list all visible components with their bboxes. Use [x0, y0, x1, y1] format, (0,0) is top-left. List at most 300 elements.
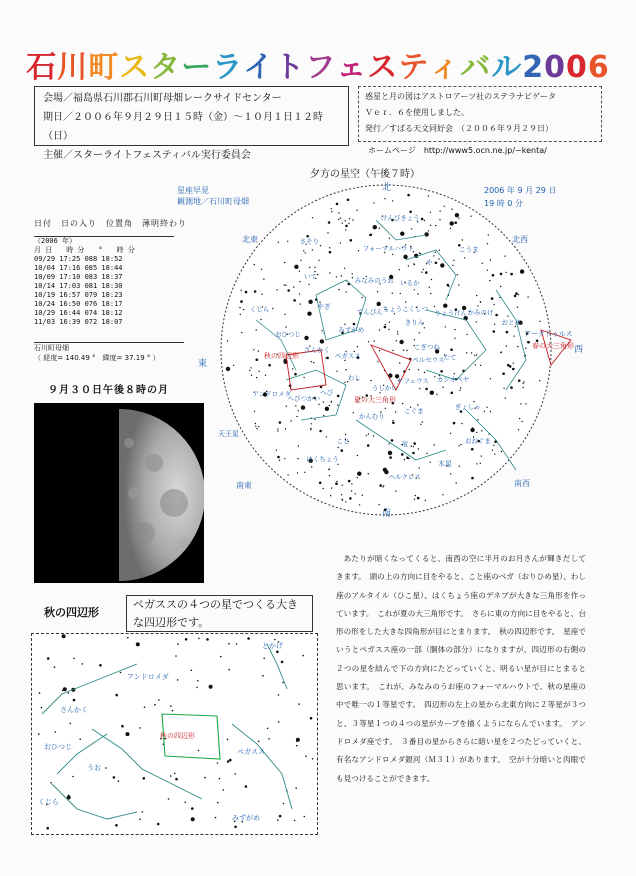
star: [296, 745, 298, 747]
star: [392, 422, 395, 425]
star: [401, 453, 404, 456]
star: [317, 274, 318, 275]
star: [424, 327, 425, 328]
constellation-label: みずがめ: [338, 326, 365, 335]
star: [220, 656, 222, 658]
homepage-link[interactable]: ホームページ http://www5.ocn.ne.jp/~kenta/: [368, 146, 547, 155]
sunset-table-header: 日付 日の入り 位置角 薄明終わり: [34, 219, 187, 228]
constellation-label: さんかく: [304, 346, 330, 355]
sunset-row: 09/29 17:25 088 18:52: [34, 255, 123, 263]
star: [236, 643, 238, 645]
constellation-label: いるか: [400, 279, 420, 288]
star: [276, 289, 277, 290]
star: [412, 452, 415, 455]
star: [466, 352, 467, 353]
star: [373, 435, 374, 436]
title-char: ル: [491, 50, 523, 85]
star: [494, 454, 495, 455]
star: [507, 316, 508, 317]
star: [481, 455, 482, 456]
star: [353, 323, 356, 326]
star: [435, 225, 436, 226]
sunset-row: 10/24 16:50 076 18:17: [34, 300, 123, 308]
star: [311, 466, 312, 467]
star: [379, 329, 380, 330]
venue: 会場／福島県石川郡石川町母畑レークサイドセンター: [43, 93, 282, 104]
star: [41, 707, 43, 709]
star: [450, 228, 451, 229]
star: [492, 449, 493, 450]
constellation-label: おとめ: [501, 318, 521, 327]
star: [512, 368, 515, 371]
map-label-pegasus: ペガスス: [237, 748, 265, 756]
star: [298, 445, 299, 446]
star: [341, 499, 342, 500]
star: [414, 339, 415, 340]
star: [303, 377, 304, 378]
star: [539, 380, 540, 381]
star: [63, 687, 67, 691]
star: [300, 303, 301, 304]
star: [292, 368, 293, 369]
star: [493, 445, 494, 446]
star: [419, 388, 420, 389]
star: [506, 345, 507, 346]
credit-line-2: Ｖｅｒ．６を使用しました。: [365, 108, 469, 117]
star: [298, 410, 299, 411]
dir-west: 西: [574, 345, 584, 355]
star: [430, 391, 434, 395]
star: [518, 379, 521, 382]
star: [253, 349, 254, 350]
star: [46, 827, 49, 830]
star: [336, 371, 337, 372]
star: [368, 433, 369, 434]
event-info-box: [34, 86, 349, 161]
star: [454, 329, 455, 330]
star: [476, 432, 477, 433]
star: [490, 411, 491, 412]
location-block: [34, 342, 184, 363]
star: [368, 473, 369, 474]
star: [344, 382, 345, 383]
star: [295, 405, 296, 406]
map-label-andromeda: アンドロメダ: [127, 673, 169, 681]
sunset-row: 10/19 16:57 079 18:23: [34, 291, 123, 299]
star: [471, 449, 472, 450]
star: [480, 302, 481, 303]
star: [170, 775, 172, 777]
star: [342, 485, 343, 486]
star: [500, 286, 501, 287]
star: [325, 357, 326, 358]
star: [383, 468, 387, 472]
star: [284, 314, 285, 315]
star: [158, 699, 160, 701]
star: [408, 265, 409, 266]
star: [421, 272, 422, 273]
star: [438, 258, 439, 259]
map-label-triangulum: さんかく: [60, 706, 88, 714]
constellation-label: けんびきょう: [380, 214, 420, 223]
star: [476, 321, 477, 322]
star: [434, 306, 435, 307]
star: [312, 217, 313, 218]
star: [455, 213, 459, 217]
autumn-square-map: [31, 633, 318, 835]
star: [420, 424, 421, 425]
star: [399, 362, 400, 363]
star: [139, 818, 141, 820]
star: [481, 430, 482, 431]
star: [330, 495, 331, 496]
star: [513, 335, 514, 336]
star: [337, 405, 338, 406]
star: [331, 211, 332, 212]
constellation-label: おひつじ: [274, 330, 301, 339]
star: [70, 723, 72, 725]
star: [518, 429, 519, 430]
star: [215, 817, 217, 819]
star: [414, 264, 415, 265]
star: [425, 500, 426, 501]
star: [285, 428, 286, 429]
star: [520, 403, 521, 404]
star: [344, 360, 345, 361]
star: [296, 740, 298, 742]
star: [313, 362, 314, 363]
star: [247, 637, 250, 640]
star: [121, 725, 124, 728]
star: [504, 255, 505, 256]
star: [62, 634, 66, 638]
star: [227, 760, 230, 763]
star: [434, 376, 435, 377]
star: [342, 222, 343, 223]
star: [482, 263, 483, 264]
star: [474, 355, 475, 356]
constellation-label: ペルセウス: [412, 355, 445, 364]
star: [426, 453, 427, 454]
constellation-label: ペガスス: [334, 351, 361, 360]
star: [350, 239, 353, 242]
constellation-label: へび: [320, 388, 334, 397]
star: [411, 228, 412, 229]
star: [377, 361, 378, 362]
star: [513, 363, 514, 364]
star: [327, 232, 328, 233]
star: [337, 395, 340, 398]
title-char: タ: [150, 50, 182, 85]
star: [476, 295, 477, 296]
star: [250, 367, 251, 368]
dir-southwest: 南西: [514, 479, 530, 488]
title-char: ー: [181, 50, 213, 85]
star: [241, 290, 242, 291]
star: [433, 255, 434, 256]
star: [389, 238, 390, 239]
period: 期日／２００６年９月２９日１５時（金）～１０月１日１２時（日）: [43, 112, 323, 142]
star: [307, 312, 311, 316]
star: [357, 472, 361, 476]
star: [329, 475, 330, 476]
map-heading: 夕方の星空（午後７時）: [310, 169, 420, 180]
star: [367, 444, 370, 447]
star: [489, 280, 490, 281]
star: [505, 398, 506, 399]
star: [73, 658, 75, 660]
star: [261, 269, 262, 270]
star: [47, 657, 50, 660]
label-spring-triangle: 春の大三角形: [532, 342, 574, 350]
star: [457, 274, 458, 275]
star: [326, 436, 327, 437]
star: [54, 666, 56, 668]
constellation-label: ちょうこくしつ: [382, 304, 429, 313]
star: [392, 254, 393, 255]
sunset-row: 10/09 17:10 083 18:37: [34, 273, 123, 281]
star: [234, 773, 236, 775]
star: [445, 326, 446, 327]
star: [439, 250, 440, 251]
star: [454, 373, 455, 374]
map-subtitle-2: 観測地／石川町母畑: [177, 197, 249, 206]
star: [503, 388, 504, 389]
star: [258, 741, 260, 743]
title-char: ェ: [336, 50, 368, 85]
star: [458, 284, 459, 285]
star: [55, 731, 57, 733]
star: [461, 423, 462, 424]
star: [331, 208, 332, 209]
star: [272, 308, 273, 309]
star: [139, 727, 141, 729]
star: [177, 643, 179, 645]
star: [374, 340, 375, 341]
star: [359, 504, 360, 505]
star: [361, 297, 362, 298]
star: [251, 375, 252, 376]
star: [408, 458, 409, 459]
constellation-label: ヘルクレス: [388, 473, 421, 482]
sunset-table: [34, 236, 174, 327]
star: [299, 271, 300, 272]
star: [241, 332, 242, 333]
star: [388, 443, 389, 444]
star: [490, 259, 491, 260]
star: [311, 361, 312, 362]
star: [277, 428, 278, 429]
star: [323, 401, 324, 402]
star: [373, 202, 374, 203]
star: [370, 234, 373, 237]
star: [256, 329, 257, 330]
star: [486, 407, 487, 408]
star: [345, 369, 346, 370]
star: [436, 394, 437, 395]
star: [297, 472, 298, 473]
star: [488, 234, 489, 235]
star: [331, 401, 332, 402]
star: [353, 412, 354, 413]
star: [440, 370, 443, 373]
star: [440, 263, 444, 267]
star: [299, 281, 300, 282]
star: [301, 405, 305, 409]
dir-north: 北: [382, 183, 392, 193]
dir-east: 東: [198, 359, 208, 369]
star: [118, 780, 120, 782]
star: [417, 404, 418, 405]
label-uranus: 天王星: [218, 430, 239, 438]
constellation-label: ぎょしゃ: [454, 403, 481, 411]
star: [345, 434, 346, 435]
star: [373, 225, 377, 229]
star: [419, 332, 420, 333]
star: [491, 297, 494, 300]
star: [453, 422, 456, 425]
star: [68, 795, 70, 797]
constellation-label: やぎ: [317, 302, 331, 311]
star: [399, 269, 400, 270]
star: [144, 706, 146, 708]
star: [175, 778, 178, 781]
star: [500, 273, 503, 276]
star: [197, 680, 199, 682]
title-char: 2: [522, 50, 545, 85]
constellation-label: カシオペヤ: [436, 375, 470, 384]
constellation-label: フォーマルハウト: [362, 244, 414, 253]
star: [329, 405, 330, 406]
star: [341, 275, 342, 276]
star: [501, 451, 502, 452]
star: [287, 474, 288, 475]
star: [310, 717, 313, 720]
constellation-label: たて: [443, 353, 457, 362]
star: [282, 682, 284, 684]
star: [286, 406, 287, 407]
star: [358, 250, 359, 251]
sunset-year: （2006 年）: [34, 237, 77, 245]
star: [115, 824, 118, 827]
star: [487, 243, 488, 244]
star: [170, 705, 172, 707]
star: [522, 383, 523, 384]
autumn-square-label: 秋の四辺形: [44, 606, 99, 619]
star: [515, 292, 518, 295]
star: [338, 289, 339, 290]
sunset-row: 11/03 16:39 072 18:07: [34, 318, 123, 326]
star: [377, 302, 381, 306]
star: [185, 802, 187, 804]
star: [423, 269, 424, 270]
star: [480, 463, 481, 464]
moon-title: ９月３０日午後８時の月: [48, 385, 169, 396]
star: [506, 331, 509, 334]
moon-photo: [34, 403, 204, 583]
pegasus-note: ペガススの４つの星でつくる大きな四辺形です。: [126, 595, 313, 632]
star: [357, 477, 358, 478]
constellation-label: こぎつね: [414, 342, 440, 351]
star: [397, 331, 398, 332]
map-date: 2006 年 9 月 29 日: [484, 186, 557, 195]
location-name: 石川町母畑: [34, 344, 69, 352]
star: [308, 300, 312, 304]
star: [450, 433, 451, 434]
star: [68, 692, 70, 694]
star: [278, 242, 279, 243]
star: [303, 250, 304, 251]
star: [314, 267, 315, 268]
star: [411, 445, 412, 446]
star: [429, 287, 430, 288]
star: [340, 217, 341, 218]
star: [391, 439, 394, 442]
star: [337, 464, 338, 465]
sunset-row: 10/14 17:03 081 18:30: [34, 282, 123, 290]
star: [113, 776, 116, 779]
title-char: 0: [544, 50, 566, 85]
star: [245, 291, 248, 294]
star: [284, 284, 285, 285]
sunset-rows: [34, 255, 174, 327]
star: [476, 463, 477, 464]
star: [462, 239, 463, 240]
star: [378, 504, 379, 505]
star: [222, 789, 224, 791]
star: [521, 421, 522, 422]
star: [424, 220, 425, 221]
constellation-label: りょうけん: [434, 308, 467, 317]
star: [196, 687, 198, 689]
star: [527, 341, 530, 344]
location-coords: （ 経度= 140.49 ° 緯度= 37.19 ° ）: [34, 354, 160, 362]
label-jupiter: 木星: [438, 460, 452, 468]
star: [435, 262, 438, 265]
star: [297, 458, 298, 459]
star: [115, 694, 118, 697]
star: [157, 823, 160, 826]
star: [419, 467, 420, 468]
autumn-map-svg: [32, 634, 317, 834]
constellation-label: うしかい: [371, 383, 398, 392]
star: [263, 658, 265, 660]
star: [256, 358, 259, 361]
star: [294, 265, 298, 269]
star: [395, 411, 396, 412]
constellation-label: へびつかい: [287, 394, 321, 403]
star: [425, 388, 428, 391]
star: [348, 223, 349, 224]
star: [389, 322, 390, 323]
star: [318, 260, 319, 261]
star: [345, 501, 346, 502]
star: [424, 232, 428, 236]
star: [239, 307, 240, 308]
star: [345, 225, 348, 228]
title-char: ィ: [429, 50, 461, 85]
star: [413, 446, 414, 447]
star: [383, 485, 384, 486]
star: [495, 314, 498, 317]
constellation-label: こと: [336, 436, 350, 445]
star: [198, 638, 200, 640]
title-char: ス: [367, 50, 399, 85]
star: [82, 663, 84, 665]
star: [217, 762, 219, 764]
star: [348, 480, 351, 483]
star: [278, 694, 280, 696]
